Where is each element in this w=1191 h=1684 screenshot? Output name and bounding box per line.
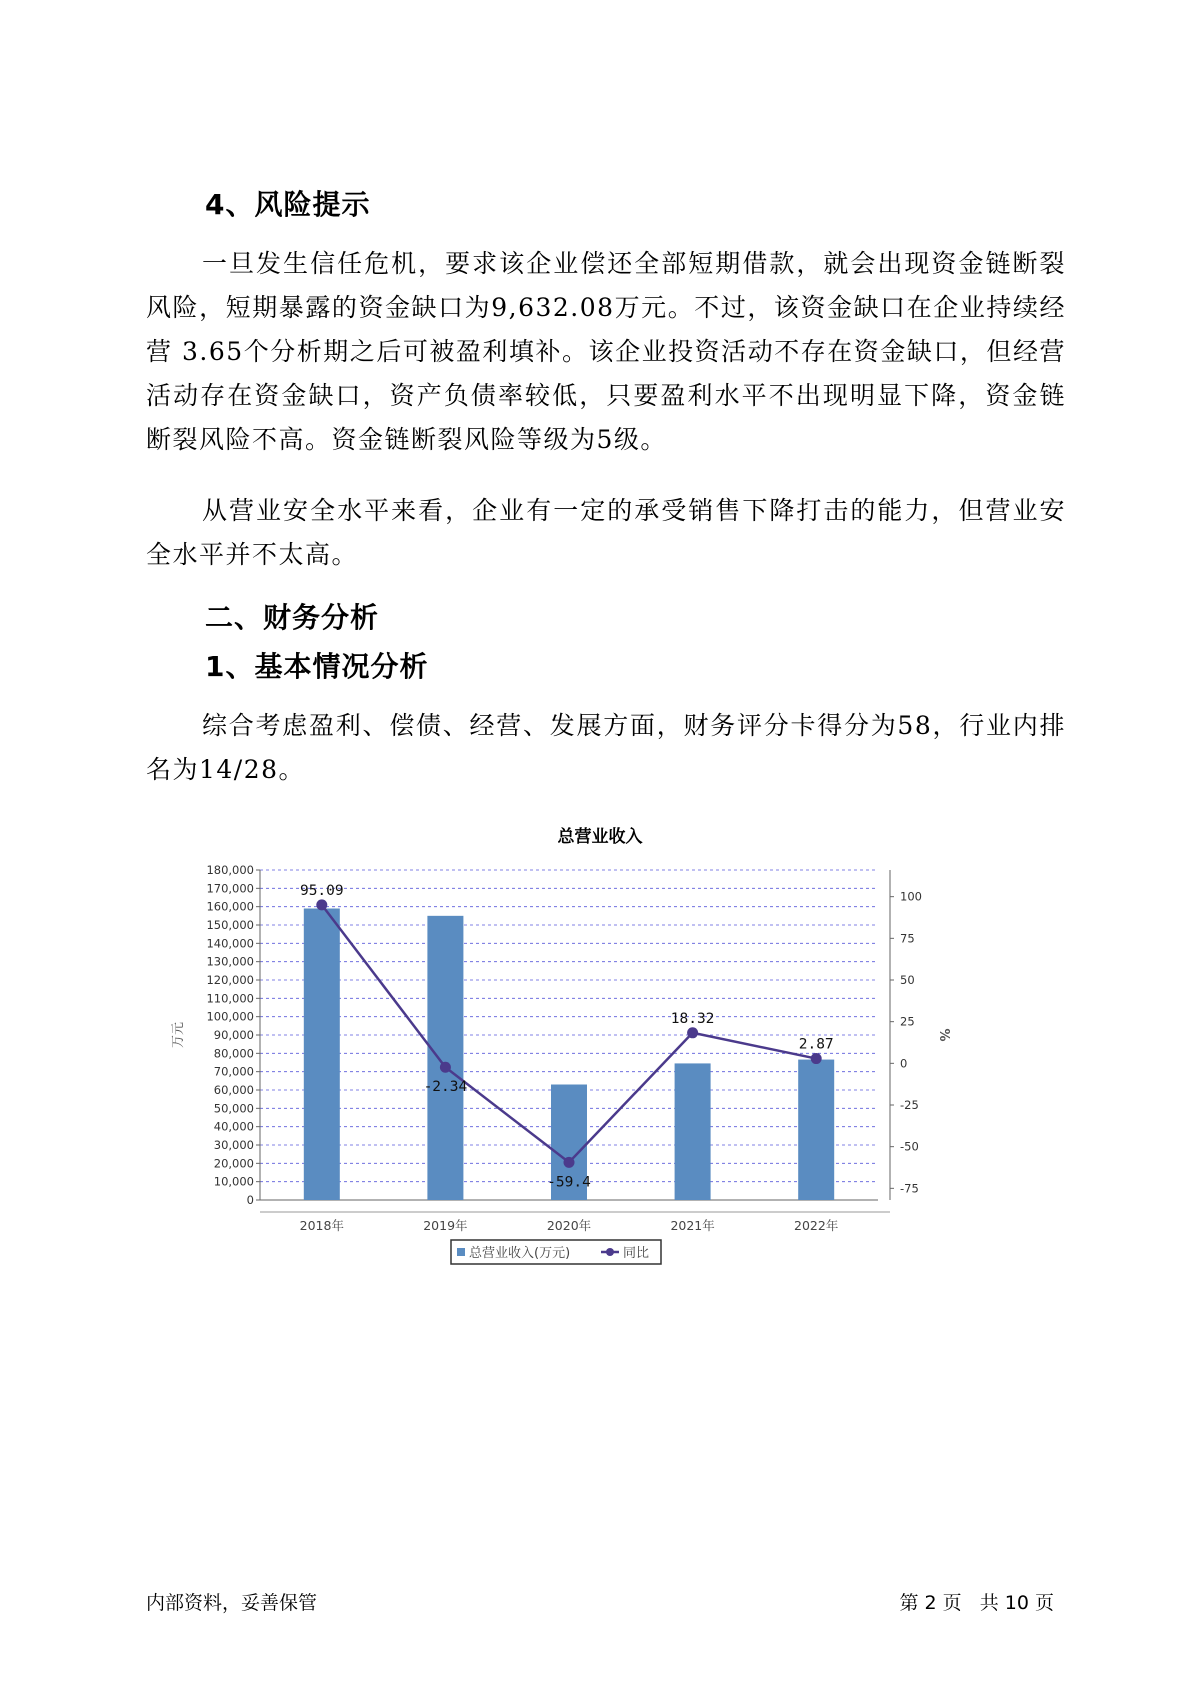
- y-tick-label: 100,000: [206, 1009, 254, 1024]
- risk-heading: 4、风险提示: [205, 188, 371, 221]
- y2-tick-label: 50: [900, 973, 915, 987]
- y-axis-label: 万元: [171, 1021, 186, 1049]
- y-tick-label: 40,000: [213, 1119, 254, 1134]
- yoy-data-label: 95.09: [299, 882, 344, 899]
- revenue-chart: [170, 820, 1050, 1280]
- y-tick-label: 60,000: [213, 1083, 254, 1097]
- y2-tick-label: 25: [900, 1014, 915, 1029]
- yoy-data-label: 18.32: [670, 1010, 715, 1027]
- y-tick-label: 110,000: [206, 991, 254, 1006]
- chart-title: 总营业收入: [557, 827, 643, 847]
- yoy-data-label: -59.4: [547, 1174, 591, 1191]
- y-tick-label: 130,000: [206, 954, 254, 969]
- revenue-bar: [427, 916, 463, 1200]
- y-tick-label: 10,000: [213, 1174, 254, 1189]
- y2-tick-label: -75: [900, 1181, 919, 1196]
- y-tick-label: 0: [246, 1193, 254, 1207]
- legend-line-label: 同比: [623, 1246, 650, 1261]
- y2-tick-label: 100: [900, 889, 922, 904]
- y-tick-label: 70,000: [213, 1064, 254, 1079]
- y-tick-label: 20,000: [213, 1156, 254, 1171]
- y-tick-label: 90,000: [213, 1028, 254, 1042]
- yoy-point: [316, 899, 327, 910]
- basic-paragraph: 综合考虑盈利、偿债、经营、发展方面，财务评分卡得分为58，行业内排名为14/28。: [146, 711, 1066, 784]
- yoy-point: [564, 1157, 575, 1168]
- yoy-data-label: -2.34: [423, 1079, 468, 1096]
- x-tick-label: 2018年: [299, 1218, 344, 1233]
- footer-left: 内部资料，妥善保管: [146, 1592, 318, 1614]
- y2-tick-label: 75: [900, 931, 915, 946]
- y-tick-label: 50,000: [213, 1101, 254, 1116]
- footer-page-number: 第 2 页 共 10 页: [899, 1592, 1054, 1614]
- y-tick-label: 160,000: [206, 899, 254, 914]
- y-tick-label: 180,000: [206, 863, 254, 877]
- finance-heading: 二、财务分析: [205, 601, 380, 634]
- yoy-data-label: 2.87: [798, 1036, 834, 1053]
- risk-paragraph-2: 从营业安全水平来看，企业有一定的承受销售下降打击的能力，但营业安全水平并不太高。: [146, 496, 1066, 569]
- basic-heading: 1、基本情况分析: [205, 650, 429, 683]
- y2-axis-label: %: [936, 1028, 951, 1042]
- y-tick-label: 120,000: [206, 973, 254, 987]
- y-tick-label: 30,000: [213, 1138, 254, 1152]
- x-tick-label: 2020年: [546, 1218, 592, 1233]
- revenue-bar: [798, 1060, 834, 1200]
- y-tick-label: 150,000: [206, 918, 254, 932]
- legend-line-marker: [606, 1248, 614, 1256]
- legend-bar-swatch: [457, 1248, 465, 1256]
- x-tick-label: 2019年: [423, 1218, 468, 1233]
- y-tick-label: 80,000: [213, 1046, 254, 1061]
- y2-tick-label: -25: [900, 1098, 919, 1112]
- revenue-bar: [304, 909, 340, 1201]
- risk-paragraph-1: 一旦发生信任危机，要求该企业偿还全部短期借款，就会出现资金链断裂风险，短期暴露的资金缺口为9,632.08万元。不过，该资金缺口在企业持续经营 3.65个分析期之后可被盈利填补。该企业投资活动不存在资金缺口，但经营活动存在资金缺口，资产负债率较低，只要盈利水平不出现明显下降，资金链断裂风险不高。资金链断裂风险等级为5级。: [146, 249, 1066, 454]
- yoy-point: [687, 1027, 698, 1038]
- x-tick-label: 2022年: [794, 1218, 839, 1233]
- yoy-point: [440, 1062, 451, 1073]
- y-tick-label: 140,000: [206, 936, 254, 951]
- revenue-bar: [675, 1063, 711, 1200]
- y2-tick-label: 0: [900, 1056, 908, 1071]
- legend-bar-label: 总营业收入(万元): [469, 1246, 571, 1261]
- x-tick-label: 2021年: [670, 1218, 715, 1233]
- yoy-point: [811, 1053, 822, 1064]
- y-tick-label: 170,000: [206, 881, 254, 896]
- y2-tick-label: -50: [900, 1139, 919, 1154]
